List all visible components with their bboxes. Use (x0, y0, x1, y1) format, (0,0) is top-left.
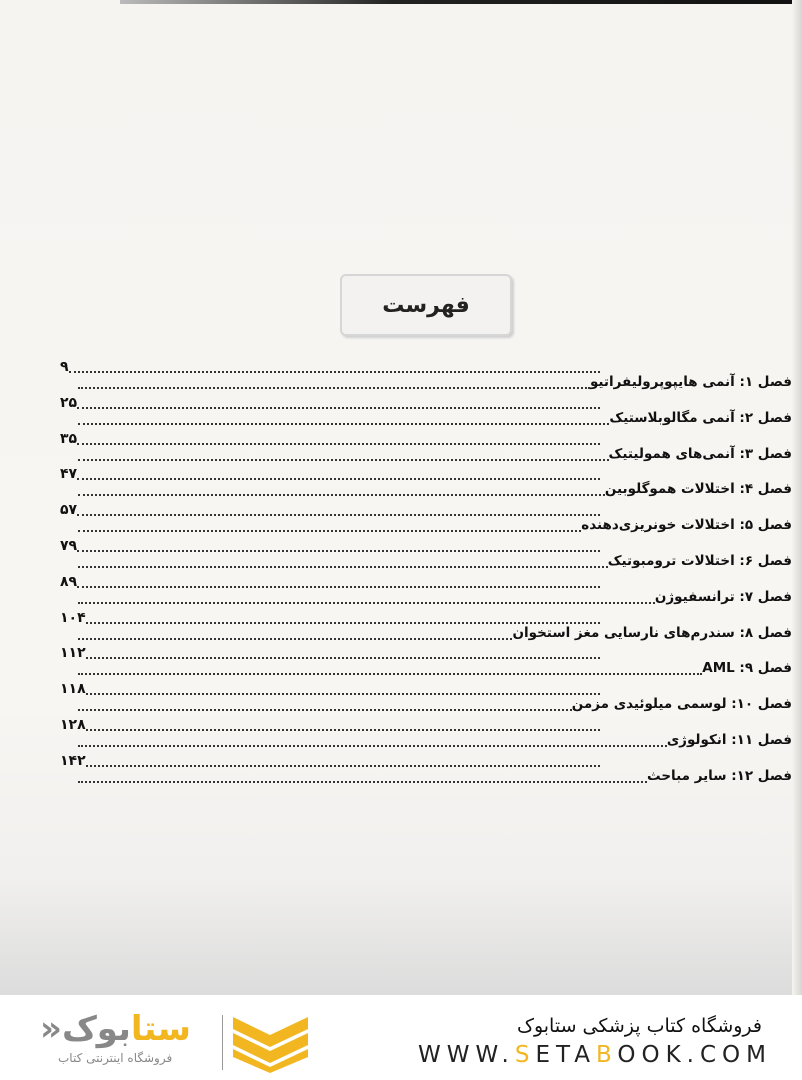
footer-banner (0, 995, 802, 1080)
page-number: ۱۲۸ (60, 716, 86, 733)
chapter-title: فصل ۵: اختلالات خونریزی‌دهنده (581, 517, 792, 534)
toc-entry (60, 644, 792, 680)
logo-wordmark (40, 1009, 191, 1049)
chevron-logo-icon (233, 1017, 308, 1073)
chapter-title: فصل ۲: آنمی مگالوبلاستیک (609, 409, 792, 426)
chapter-title-line (78, 551, 792, 571)
chapter-title: فصل ۸: سندرم‌های نارسایی مغز استخوان (512, 624, 792, 641)
leader-dots (78, 459, 609, 461)
chapter-title-line (78, 694, 792, 714)
chapter-title: فصل ۱۱: انکولوژی (666, 731, 792, 748)
chapter-title-line (78, 408, 792, 428)
logo-subtitle: فروشگاه اینترنتی کتاب (58, 1051, 173, 1065)
chapter-title-line (78, 479, 792, 499)
toc-entry (60, 358, 792, 394)
page-number: ۱۱۸ (60, 681, 86, 698)
table-of-contents (60, 358, 792, 788)
leader-dots (78, 494, 605, 496)
leader-dots (78, 423, 609, 425)
page-number: ۱۱۲ (60, 645, 86, 662)
leader-dots (78, 387, 590, 389)
chapter-title: فصل ۶: اختلالات ترومبوتیک (607, 552, 792, 569)
toc-entry (60, 430, 792, 466)
chapter-title-line (78, 515, 792, 535)
page-number: ۹ (60, 359, 69, 375)
chapter-title: فصل ۱: آنمی هایپوپرولیفراتیو (589, 374, 792, 390)
page-number: ۱۰۴ (60, 609, 86, 626)
page-number: ۴۷ (60, 466, 78, 483)
chapter-title: فصل ۷: ترانسفیوژن (654, 588, 792, 605)
page-number: ۵۷ (60, 502, 78, 519)
leader-dots (78, 709, 572, 711)
logo-name-a: ستا (130, 1009, 191, 1049)
page-edge (120, 0, 802, 4)
toc-entry (60, 609, 792, 645)
page-edge (792, 0, 802, 995)
page-number: ۳۵ (60, 430, 78, 447)
leader-dots (78, 638, 512, 640)
toc-entry (60, 537, 792, 573)
chapter-title-line (78, 623, 792, 643)
chapter-title: فصل ۳: آنمی‌های همولیتیک (608, 445, 792, 462)
leader-dots (78, 566, 608, 568)
toc-entry (60, 752, 792, 788)
toc-entry (60, 680, 792, 716)
toc-title: فهرست (382, 292, 470, 318)
leader-dots (78, 781, 647, 783)
chapter-title-line (78, 444, 792, 464)
toc-entry (60, 716, 792, 752)
logo-name-b: بوک (61, 1009, 131, 1049)
chapter-title-line (78, 587, 792, 607)
toc-title-box (340, 274, 512, 336)
page-number: ۱۴۲ (60, 752, 86, 769)
leader-dots (78, 602, 655, 604)
chapter-title: فصل ۱۲: سایر مباحث (647, 767, 792, 784)
logo-divider (222, 1015, 223, 1070)
leader-dots (78, 673, 702, 675)
chapter-title-line (78, 766, 792, 786)
shop-url[interactable]: WWW.SETABOOK.COM (417, 1042, 772, 1068)
chapter-title-line (78, 658, 792, 678)
chapter-title: فصل ۴: اختلالات هموگلوبین (604, 481, 792, 498)
page-number: ۸۹ (60, 573, 78, 590)
chapter-title-line (78, 730, 792, 750)
page-number: ۲۵ (60, 394, 78, 411)
logo-arrows: « (40, 1009, 62, 1049)
chapter-title-line (78, 372, 792, 392)
chapter-title: فصل ۱۰: لوسمی میلوئیدی مزمن (571, 696, 792, 713)
page-number: ۷۹ (60, 537, 78, 554)
toc-entry (60, 465, 792, 501)
toc-entry (60, 501, 792, 537)
toc-entry (60, 394, 792, 430)
toc-entry (60, 573, 792, 609)
chapter-title: فصل ۹: AML (702, 660, 792, 677)
leader-dots (78, 745, 667, 747)
leader-dots (78, 530, 581, 532)
shop-name: فروشگاه کتاب پزشکی ستابوک (516, 1015, 762, 1037)
